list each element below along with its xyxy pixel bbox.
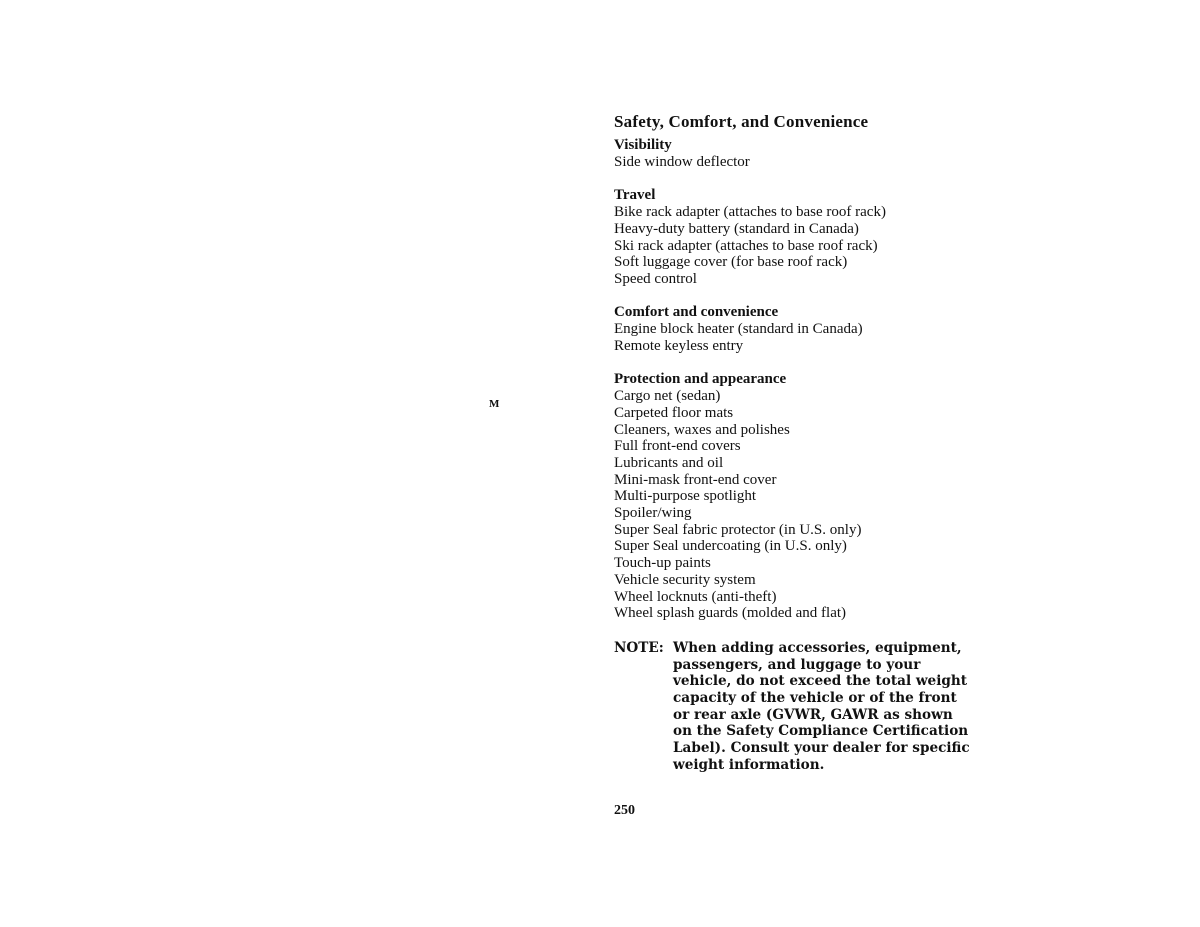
margin-mark: M: [489, 398, 500, 410]
list-item: Ski rack adapter (attaches to base roof rack): [614, 237, 878, 254]
section-travel: [614, 187, 1034, 288]
list-item: Multi-purpose spotlight: [614, 488, 757, 505]
list-item: Engine block heater (standard in Canada): [614, 321, 863, 338]
list-item: Spoiler/wing: [614, 505, 692, 522]
note-line: When adding accessories, equipment,: [673, 639, 962, 656]
list-item: Full front-end covers: [614, 438, 741, 455]
note-line: or rear axle (GVWR, GAWR as shown: [673, 706, 953, 723]
note-line: Label). Consult your dealer for specific: [673, 740, 970, 757]
list-item: Soft luggage cover (for base roof rack): [614, 254, 848, 271]
page-number: 250: [614, 803, 635, 818]
list-item: Cargo net (sedan): [614, 388, 721, 405]
section-heading: Comfort and convenience: [614, 304, 779, 321]
list-item: Cleaners, waxes and polishes: [614, 421, 790, 438]
page-title: Safety, Comfort, and Convenience: [614, 112, 869, 131]
list-item: Carpeted floor mats: [614, 404, 734, 421]
list-item: Wheel splash guards (molded and flat): [614, 605, 847, 622]
list-item: Mini-mask front-end cover: [614, 471, 777, 488]
list-item: Vehicle security system: [614, 571, 756, 588]
list-item: Side window deflector: [614, 154, 750, 170]
list-item: Super Seal fabric protector (in U.S. only): [614, 521, 862, 538]
section-heading: Visibility: [614, 137, 672, 153]
section-protection-appearance: [614, 371, 1034, 622]
content-column: [614, 111, 1034, 774]
note-line: passengers, and luggage to your: [673, 656, 921, 673]
list-item: Remote keyless entry: [614, 337, 744, 354]
list-item: Wheel locknuts (anti-theft): [614, 588, 777, 605]
note-text: [673, 639, 970, 774]
section-heading: Travel: [614, 187, 656, 204]
list-item: Bike rack adapter (attaches to base roof rack): [614, 204, 886, 221]
list-item: Lubricants and oil: [614, 454, 724, 471]
list-item: Speed control: [614, 271, 697, 288]
list-item: Heavy-duty battery (standard in Canada): [614, 220, 859, 237]
section-visibility: [614, 137, 1034, 171]
note-line: capacity of the vehicle or of the front: [673, 690, 957, 707]
note-block: [614, 640, 1034, 774]
list-item: Touch-up paints: [614, 555, 711, 572]
note-line: weight information.: [673, 756, 825, 773]
section-comfort-convenience: [614, 304, 1034, 354]
section-heading: Protection and appearance: [614, 371, 787, 388]
note-label: NOTE:: [614, 639, 664, 656]
note-line: on the Safety Compliance Certification: [673, 723, 969, 740]
list-item: Super Seal undercoating (in U.S. only): [614, 538, 847, 555]
note-line: vehicle, do not exceed the total weight: [673, 673, 968, 690]
